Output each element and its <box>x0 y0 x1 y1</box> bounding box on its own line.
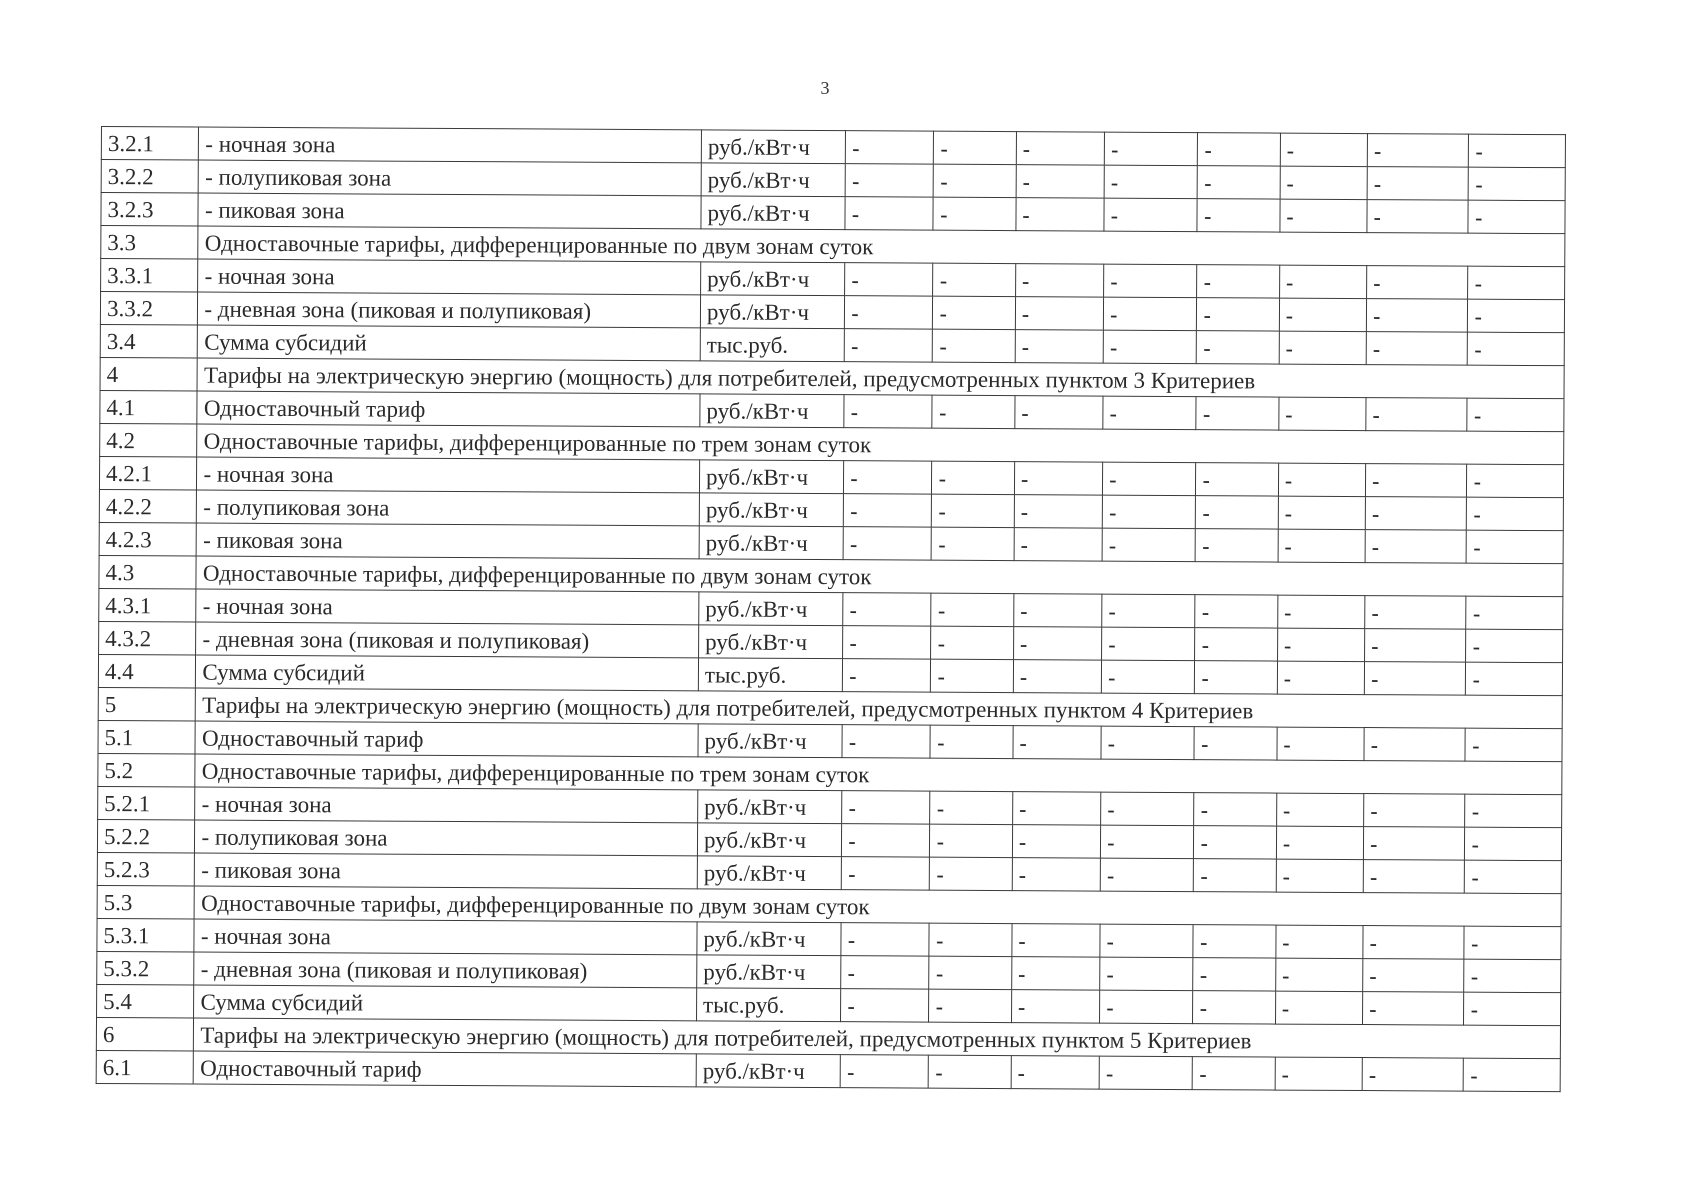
row-number: 3.3 <box>101 226 199 260</box>
value-cell: - <box>1102 627 1196 661</box>
value-cell: - <box>1466 662 1563 696</box>
value-cell: - <box>1366 266 1468 300</box>
row-unit: руб./кВт·ч <box>697 922 841 956</box>
value-cell: - <box>1280 133 1367 166</box>
row-name: - ночная зона <box>197 457 700 493</box>
value-cell: - <box>1016 132 1104 165</box>
row-unit: руб./кВт·ч <box>699 493 843 527</box>
value-cell: - <box>1365 530 1467 564</box>
value-cell: - <box>1104 132 1198 166</box>
row-unit: тыс.руб. <box>698 658 842 692</box>
value-cell: - <box>842 791 930 824</box>
value-cell: - <box>842 824 930 857</box>
value-cell: - <box>1101 660 1195 694</box>
row-unit: руб./кВт·ч <box>697 955 841 989</box>
value-cell: - <box>933 329 1015 362</box>
value-cell: - <box>845 197 933 230</box>
value-cell: - <box>1279 331 1366 364</box>
value-cell: - <box>1100 858 1194 892</box>
value-cell: - <box>1363 959 1465 993</box>
value-cell: - <box>933 197 1015 230</box>
section-title: Одноставочные тарифы, дифференцированные по трем зонам суток <box>195 754 1562 795</box>
value-cell: - <box>1277 628 1364 661</box>
row-unit: руб./кВт·ч <box>700 394 844 428</box>
row-name: Одноставочный тариф <box>194 1051 697 1087</box>
value-cell: - <box>1195 661 1277 694</box>
row-number: 4 <box>100 357 198 391</box>
value-cell: - <box>1102 462 1196 496</box>
value-cell: - <box>845 131 933 164</box>
value-cell: - <box>1464 959 1561 993</box>
row-unit: тыс.руб. <box>700 328 844 362</box>
value-cell: - <box>1100 825 1194 859</box>
value-cell: - <box>1465 827 1562 861</box>
row-name: - полупиковая зона <box>195 820 698 856</box>
value-cell: - <box>931 659 1013 692</box>
value-cell: - <box>929 956 1011 989</box>
value-cell: - <box>933 296 1015 329</box>
section-title: Тарифы на электрическую энергию (мощность) для потребителей, предусмотренных пунктом 4 Критериев <box>196 688 1563 729</box>
row-name: Одноставочный тариф <box>195 721 698 757</box>
value-cell: - <box>841 989 929 1022</box>
section-title: Одноставочные тарифы, дифференцированные по двум зонам суток <box>198 226 1565 267</box>
row-number: 3.2.3 <box>101 193 199 227</box>
value-cell: - <box>1280 166 1367 199</box>
value-cell: - <box>1366 299 1468 333</box>
value-cell: - <box>1277 661 1364 694</box>
value-cell: - <box>1367 134 1469 168</box>
row-name: - ночная зона <box>196 589 699 625</box>
row-name: - пиковая зона <box>195 853 698 889</box>
row-name: - пиковая зона <box>197 523 700 559</box>
value-cell: - <box>841 956 929 989</box>
section-title: Одноставочные тарифы, дифференцированные по двум зонам суток <box>195 886 1562 927</box>
value-cell: - <box>1195 628 1277 661</box>
row-unit: руб./кВт·ч <box>699 592 843 626</box>
row-number: 4.2.3 <box>99 522 197 556</box>
value-cell: - <box>843 593 931 626</box>
row-name: Сумма субсидий <box>198 325 701 361</box>
row-name: - полупиковая зона <box>199 160 702 196</box>
value-cell: - <box>1277 727 1364 760</box>
value-cell: - <box>843 626 931 659</box>
value-cell: - <box>1363 860 1465 894</box>
row-number: 5.2.2 <box>97 819 195 853</box>
row-number: 4.3.2 <box>99 621 197 655</box>
value-cell: - <box>1197 199 1279 232</box>
value-cell: - <box>930 824 1012 857</box>
value-cell: - <box>1362 992 1464 1026</box>
value-cell: - <box>1015 297 1103 330</box>
value-cell: - <box>1278 529 1365 562</box>
row-number: 3.3.1 <box>101 259 199 293</box>
value-cell: - <box>1464 1058 1561 1092</box>
row-number: 5.2.3 <box>97 852 195 886</box>
row-unit: тыс.руб. <box>697 988 841 1022</box>
value-cell: - <box>1465 860 1562 894</box>
value-cell: - <box>1364 629 1466 663</box>
value-cell: - <box>1467 398 1564 432</box>
value-cell: - <box>1011 957 1099 990</box>
row-name: Сумма субсидий <box>196 655 699 691</box>
value-cell: - <box>1013 627 1101 660</box>
row-number: 4.2 <box>100 423 198 457</box>
row-name: - ночная зона <box>195 787 698 823</box>
value-cell: - <box>1467 464 1564 498</box>
value-cell: - <box>1196 463 1278 496</box>
value-cell: - <box>1013 660 1101 693</box>
value-cell: - <box>1464 926 1561 960</box>
value-cell: - <box>1101 792 1195 826</box>
row-unit: руб./кВт·ч <box>701 262 845 296</box>
value-cell: - <box>1014 462 1102 495</box>
tariff-table-body <box>96 127 1565 1092</box>
value-cell: - <box>1197 265 1279 298</box>
value-cell: - <box>1465 728 1562 762</box>
value-cell: - <box>840 1055 928 1088</box>
value-cell: - <box>1195 595 1277 628</box>
row-unit: руб./кВт·ч <box>697 823 841 857</box>
value-cell: - <box>934 164 1016 197</box>
row-number: 5.3 <box>97 885 195 919</box>
row-name: - дневная зона (пиковая и полупиковая) <box>194 952 697 988</box>
tariff-table <box>96 126 1566 1092</box>
row-unit: руб./кВт·ч <box>700 295 844 329</box>
section-title: Тарифы на электрическую энергию (мощность) для потребителей, предусмотренных пунктом 3 Критериев <box>197 358 1564 399</box>
section-title: Тарифы на электрическую энергию (мощность) для потребителей, предусмотренных пунктом 5 Критериев <box>194 1018 1561 1059</box>
value-cell: - <box>1012 858 1100 891</box>
value-cell: - <box>1196 397 1278 430</box>
value-cell: - <box>1012 792 1100 825</box>
value-cell: - <box>841 923 929 956</box>
row-name: - пиковая зона <box>198 193 701 229</box>
value-cell: - <box>845 164 933 197</box>
value-cell: - <box>1466 596 1563 630</box>
value-cell: - <box>931 626 1013 659</box>
value-cell: - <box>1197 331 1279 364</box>
value-cell: - <box>1193 925 1275 958</box>
value-cell: - <box>1467 530 1564 564</box>
value-cell: - <box>1101 726 1195 760</box>
value-cell: - <box>1012 825 1100 858</box>
value-cell: - <box>1367 167 1469 201</box>
value-cell: - <box>1276 925 1363 958</box>
row-number: 5 <box>98 687 196 721</box>
row-unit: руб./кВт·ч <box>698 790 842 824</box>
row-unit: руб./кВт·ч <box>698 724 842 758</box>
row-number: 3.4 <box>100 324 198 358</box>
row-name: Одноставочный тариф <box>197 391 700 427</box>
row-number: 4.3.1 <box>99 588 197 622</box>
row-number: 5.3.1 <box>97 918 195 952</box>
value-cell: - <box>1015 264 1103 297</box>
value-cell: - <box>1275 991 1362 1024</box>
value-cell: - <box>843 494 931 527</box>
value-cell: - <box>1277 595 1364 628</box>
value-cell: - <box>1103 330 1197 364</box>
value-cell: - <box>1013 726 1101 759</box>
value-cell: - <box>1193 958 1275 991</box>
value-cell: - <box>1279 298 1366 331</box>
value-cell: - <box>844 461 932 494</box>
value-cell: - <box>1193 991 1275 1024</box>
value-cell: - <box>1102 528 1196 562</box>
value-cell: - <box>929 923 1011 956</box>
value-cell: - <box>1464 992 1561 1026</box>
value-cell: - <box>1276 859 1363 892</box>
value-cell: - <box>1104 165 1198 199</box>
row-unit: руб./кВт·ч <box>701 196 845 230</box>
row-name: Сумма субсидий <box>194 985 697 1021</box>
value-cell: - <box>1278 463 1365 496</box>
value-cell: - <box>1469 167 1566 201</box>
value-cell: - <box>1194 826 1276 859</box>
value-cell: - <box>930 857 1012 890</box>
value-cell: - <box>934 131 1016 164</box>
row-name: - ночная зона <box>199 127 702 163</box>
page-number: 3 <box>820 78 830 98</box>
value-cell: - <box>844 395 932 428</box>
value-cell: - <box>931 593 1013 626</box>
value-cell: - <box>1014 495 1102 528</box>
value-cell: - <box>930 791 1012 824</box>
row-name: - дневная зона (пиковая и полупиковая) <box>196 622 699 658</box>
value-cell: - <box>1276 826 1363 859</box>
row-number: 4.2.1 <box>99 456 197 490</box>
value-cell: - <box>1015 330 1103 363</box>
row-number: 5.3.2 <box>97 951 195 985</box>
value-cell: - <box>1466 629 1563 663</box>
row-number: 6.1 <box>96 1050 194 1084</box>
row-name: - ночная зона <box>198 259 701 295</box>
value-cell: - <box>844 329 932 362</box>
row-unit: руб./кВт·ч <box>697 856 841 890</box>
row-number: 4.2.2 <box>99 489 197 523</box>
value-cell: - <box>1275 958 1362 991</box>
value-cell: - <box>1193 1057 1275 1090</box>
value-cell: - <box>1468 299 1565 333</box>
value-cell: - <box>1367 200 1469 234</box>
table-row <box>96 1050 1560 1091</box>
row-unit: руб./кВт·ч <box>701 163 845 197</box>
value-cell: - <box>1104 198 1198 232</box>
value-cell: - <box>1011 1056 1099 1089</box>
value-cell: - <box>1468 266 1565 300</box>
value-cell: - <box>1100 924 1194 958</box>
value-cell: - <box>1102 495 1196 529</box>
value-cell: - <box>1016 198 1104 231</box>
row-number: 4.3 <box>99 555 197 589</box>
value-cell: - <box>1366 332 1468 366</box>
value-cell: - <box>1365 464 1467 498</box>
value-cell: - <box>1363 926 1465 960</box>
value-cell: - <box>843 527 931 560</box>
value-cell: - <box>932 461 1014 494</box>
value-cell: - <box>1012 924 1100 957</box>
value-cell: - <box>1016 165 1104 198</box>
row-number: 5.1 <box>98 720 196 754</box>
value-cell: - <box>1276 793 1363 826</box>
value-cell: - <box>1198 166 1280 199</box>
value-cell: - <box>1100 957 1194 991</box>
row-number: 5.4 <box>97 984 195 1018</box>
value-cell: - <box>843 659 931 692</box>
row-number: 4.1 <box>100 390 198 424</box>
value-cell: - <box>1362 1058 1464 1092</box>
value-cell: - <box>1364 794 1466 828</box>
row-unit: руб./кВт·ч <box>699 625 843 659</box>
value-cell: - <box>930 725 1012 758</box>
value-cell: - <box>1104 264 1198 298</box>
value-cell: - <box>933 263 1015 296</box>
value-cell: - <box>1194 859 1276 892</box>
row-name: - ночная зона <box>194 919 697 955</box>
value-cell: - <box>842 725 930 758</box>
value-cell: - <box>1103 396 1197 430</box>
value-cell: - <box>1275 1057 1362 1090</box>
value-cell: - <box>1196 496 1278 529</box>
value-cell: - <box>1364 728 1466 762</box>
row-name: - дневная зона (пиковая и полупиковая) <box>198 292 701 328</box>
value-cell: - <box>845 296 933 329</box>
value-cell: - <box>1363 827 1465 861</box>
value-cell: - <box>1194 793 1276 826</box>
row-number: 6 <box>96 1017 194 1051</box>
value-cell: - <box>1469 134 1566 168</box>
row-unit: руб./кВт·ч <box>696 1054 840 1088</box>
value-cell: - <box>1194 727 1276 760</box>
row-unit: руб./кВт·ч <box>699 460 843 494</box>
row-number: 4.4 <box>98 654 196 688</box>
value-cell: - <box>932 395 1014 428</box>
value-cell: - <box>1198 133 1280 166</box>
value-cell: - <box>1278 397 1365 430</box>
value-cell: - <box>841 857 929 890</box>
value-cell: - <box>1100 990 1194 1024</box>
value-cell: - <box>1280 199 1367 232</box>
row-number: 3.3.2 <box>100 292 198 326</box>
value-cell: - <box>1015 396 1103 429</box>
row-unit: руб./кВт·ч <box>701 130 845 164</box>
value-cell: - <box>1197 298 1279 331</box>
row-unit: руб./кВт·ч <box>699 526 843 560</box>
row-number: 5.2 <box>98 753 196 787</box>
value-cell: - <box>845 263 933 296</box>
value-cell: - <box>1014 528 1102 561</box>
value-cell: - <box>932 527 1014 560</box>
row-number: 3.2.1 <box>101 127 199 161</box>
value-cell: - <box>1102 594 1196 628</box>
value-cell: - <box>1103 297 1197 331</box>
value-cell: - <box>929 989 1011 1022</box>
value-cell: - <box>1366 398 1468 432</box>
section-title: Одноставочные тарифы, дифференцированные по трем зонам суток <box>197 424 1564 465</box>
value-cell: - <box>1468 332 1565 366</box>
value-cell: - <box>1099 1056 1193 1090</box>
row-number: 5.2.1 <box>98 786 196 820</box>
value-cell: - <box>1468 200 1565 234</box>
row-number: 3.2.2 <box>101 160 199 194</box>
value-cell: - <box>1365 497 1467 531</box>
value-cell: - <box>1195 529 1277 562</box>
value-cell: - <box>1011 990 1099 1023</box>
row-name: - полупиковая зона <box>197 490 700 526</box>
section-title: Одноставочные тарифы, дифференцированные по двум зонам суток <box>196 556 1563 597</box>
value-cell: - <box>929 1055 1011 1088</box>
value-cell: - <box>1013 594 1101 627</box>
value-cell: - <box>1467 497 1564 531</box>
value-cell: - <box>932 494 1014 527</box>
value-cell: - <box>1465 794 1562 828</box>
value-cell: - <box>1365 596 1467 630</box>
value-cell: - <box>1278 496 1365 529</box>
value-cell: - <box>1279 265 1366 298</box>
value-cell: - <box>1364 662 1466 696</box>
